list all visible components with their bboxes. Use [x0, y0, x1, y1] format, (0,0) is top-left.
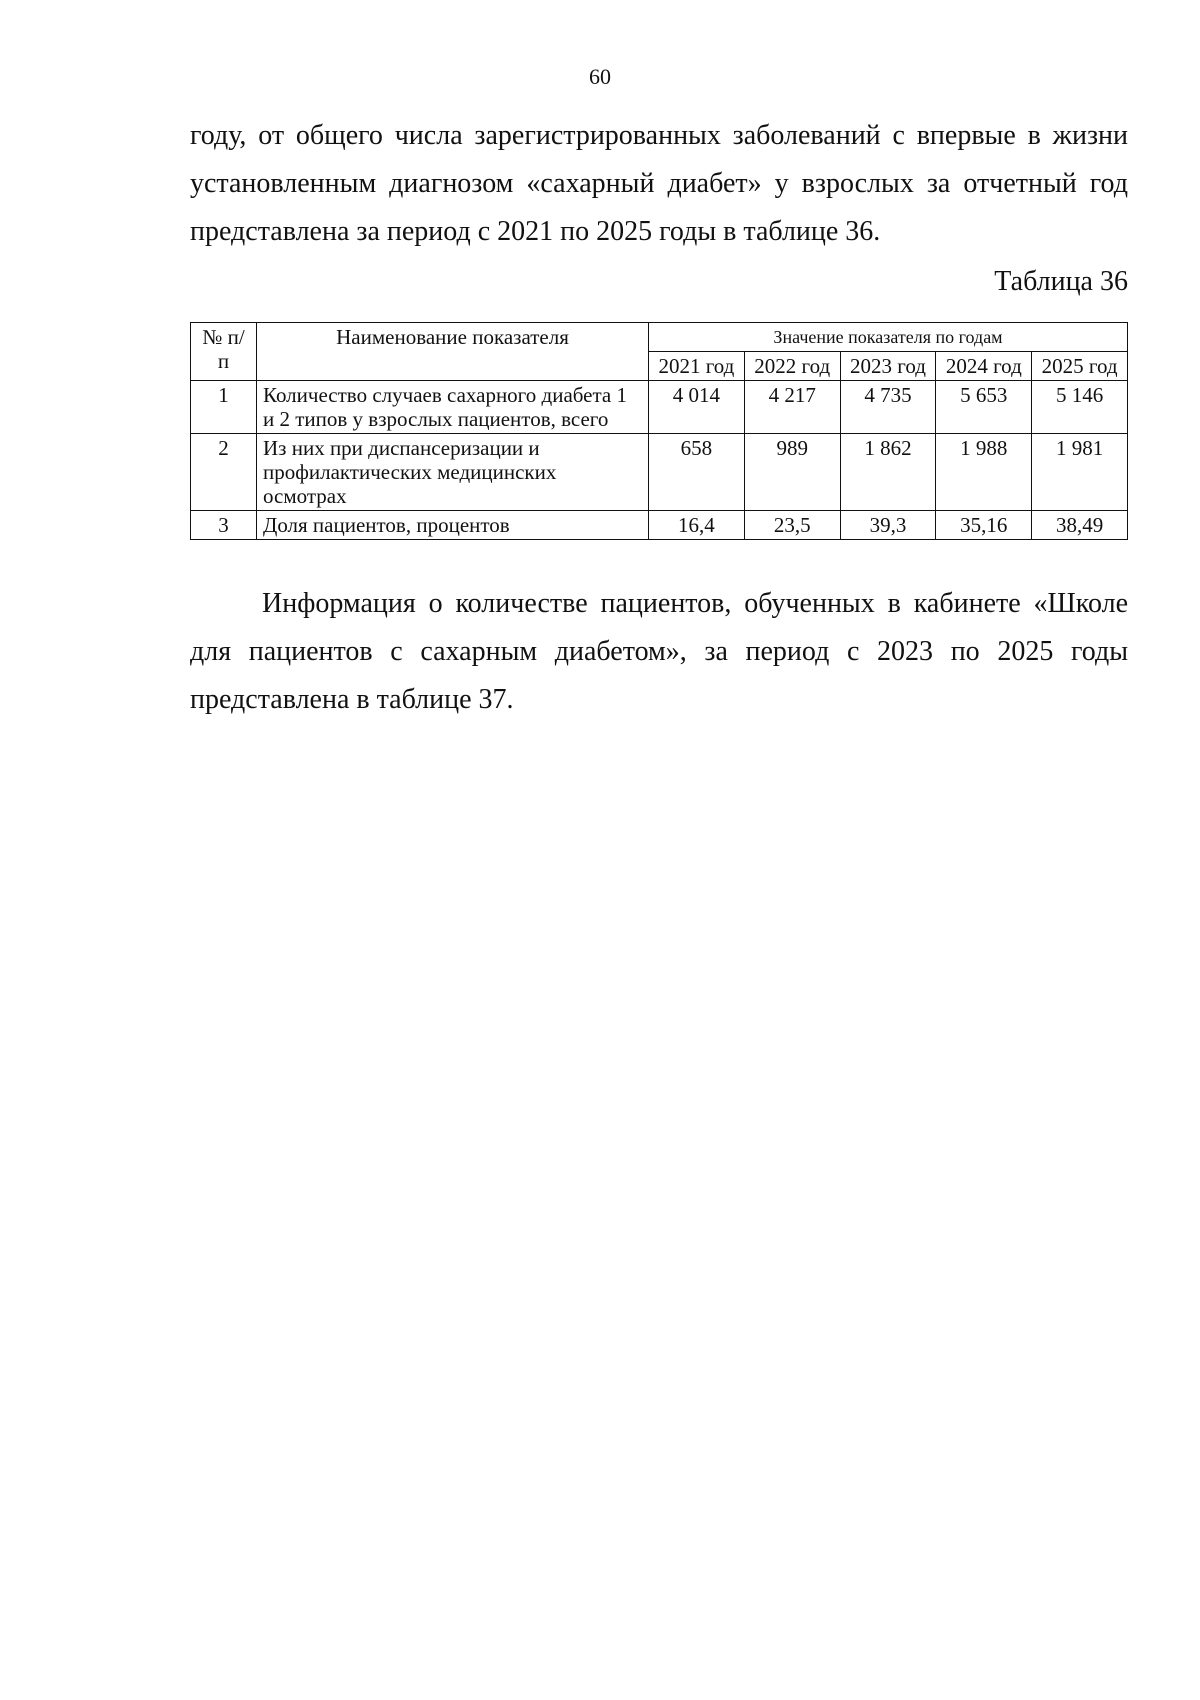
row-value: 5 653 — [936, 381, 1032, 434]
row-value: 1 988 — [936, 434, 1032, 511]
table-row — [191, 434, 1128, 511]
header-num: № п/п — [191, 323, 257, 381]
row-value: 658 — [649, 434, 745, 511]
page-number: 60 — [589, 64, 611, 89]
row-value: 4 014 — [649, 381, 745, 434]
row-value: 16,4 — [649, 511, 745, 540]
table-row — [191, 511, 1128, 540]
header-year: 2021 год — [649, 352, 745, 381]
row-value: 39,3 — [840, 511, 936, 540]
table-row — [191, 381, 1128, 434]
header-name: Наименование показателя — [257, 323, 649, 381]
header-year: 2025 год — [1032, 352, 1128, 381]
row-value: 4 217 — [744, 381, 840, 434]
row-value: 5 146 — [1032, 381, 1128, 434]
row-name: Из них при диспансеризации и профилактических медицинских осмотрах — [257, 434, 649, 511]
paragraph-table-37-intro: Информация о количестве пациентов, обученных в кабинете «Школе для пациентов с сахарным диабетом», за период с 2023 по 2025 годы представлена в таблице 37. — [190, 588, 1128, 715]
header-year: 2022 год — [744, 352, 840, 381]
row-num: 3 — [191, 511, 257, 540]
row-value: 1 981 — [1032, 434, 1128, 511]
row-num: 1 — [191, 381, 257, 434]
indicator-table — [190, 322, 1128, 540]
row-value: 35,16 — [936, 511, 1032, 540]
row-name: Количество случаев сахарного диабета 1 и 2 типов у взрослых пациентов, всего — [257, 381, 649, 434]
header-year: 2023 год — [840, 352, 936, 381]
header-values-group: Значение показателя по годам — [649, 323, 1128, 352]
row-value: 38,49 — [1032, 511, 1128, 540]
row-value: 989 — [744, 434, 840, 511]
row-value: 4 735 — [840, 381, 936, 434]
row-num: 2 — [191, 434, 257, 511]
header-year: 2024 год — [936, 352, 1032, 381]
table-caption: Таблица 36 — [994, 266, 1128, 297]
row-value: 23,5 — [744, 511, 840, 540]
row-value: 1 862 — [840, 434, 936, 511]
paragraph-intro: году, от общего числа зарегистрированных заболеваний с впервые в жизни установленным диагнозом «сахарный диабет» у взрослых за отчетный год представлена за период с 2021 по 2025 годы в таблице 36. — [190, 120, 1128, 247]
row-name: Доля пациентов, процентов — [257, 511, 649, 540]
